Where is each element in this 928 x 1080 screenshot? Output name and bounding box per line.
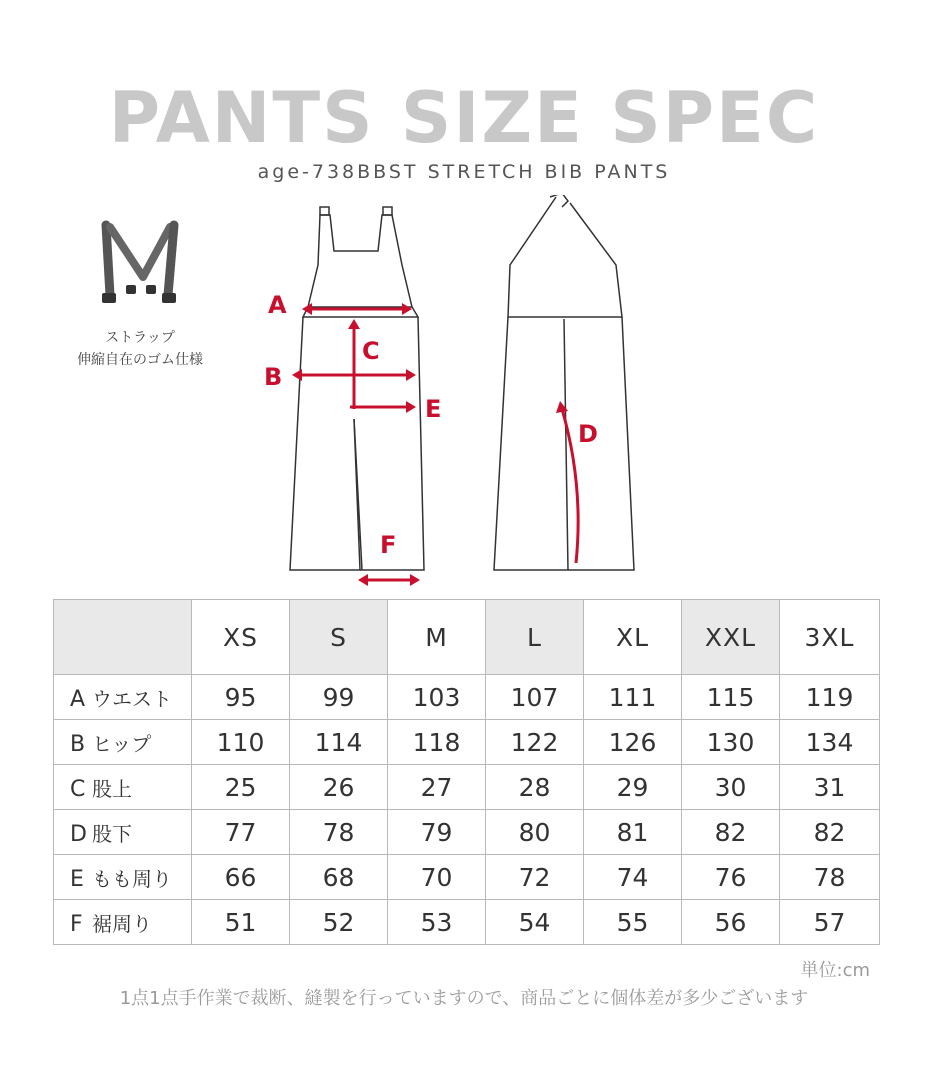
table-cell: 55 (584, 900, 682, 945)
table-cell: 29 (584, 765, 682, 810)
row-label-hem (54, 900, 192, 945)
table-cell: 119 (780, 675, 880, 720)
table-cell: 77 (192, 810, 290, 855)
row-name: 股上 (92, 776, 132, 801)
table-cell: 78 (290, 810, 388, 855)
table-cell: 130 (682, 720, 780, 765)
label-d: D (578, 420, 598, 448)
label-a: A (268, 291, 287, 319)
table-cell: 82 (780, 810, 880, 855)
measure-arrows (292, 303, 578, 586)
strap-caption-line2: 伸縮自在のゴム仕様 (77, 352, 203, 368)
table-cell: 95 (192, 675, 290, 720)
table-cell: 81 (584, 810, 682, 855)
size-header-m: M (388, 600, 486, 675)
row-name: もも周り (92, 866, 172, 891)
table-cell: 72 (486, 855, 584, 900)
table-row (54, 720, 880, 765)
table-cell: 78 (780, 855, 880, 900)
table-cell: 26 (290, 765, 388, 810)
table-cell: 57 (780, 900, 880, 945)
row-name: 裾周り (92, 911, 152, 936)
row-label-waist (54, 675, 192, 720)
front-view (290, 207, 424, 570)
table-cell: 80 (486, 810, 584, 855)
table-cell: 126 (584, 720, 682, 765)
table-cell: 27 (388, 765, 486, 810)
page-title: PANTS SIZE SPEC (108, 77, 820, 159)
product-name: age-738BBST STRETCH BIB PANTS (257, 161, 671, 183)
row-name: 股下 (92, 821, 132, 846)
unit-label: 単位:cm (800, 960, 870, 981)
table-cell: 115 (682, 675, 780, 720)
row-letter: F (70, 911, 83, 937)
table-cell: 110 (192, 720, 290, 765)
table-cell: 79 (388, 810, 486, 855)
size-header-row (54, 600, 880, 675)
table-cell: 74 (584, 855, 682, 900)
row-letter: B (70, 731, 86, 757)
row-letter: C (70, 776, 86, 802)
table-cell: 56 (682, 900, 780, 945)
size-header-l: L (486, 600, 584, 675)
row-label-thigh (54, 855, 192, 900)
table-row (54, 855, 880, 900)
table-cell: 103 (388, 675, 486, 720)
table-cell: 53 (388, 900, 486, 945)
table-cell: 134 (780, 720, 880, 765)
size-header-3xl: 3XL (780, 600, 880, 675)
size-header-xl: XL (584, 600, 682, 675)
corner-cell (54, 600, 192, 675)
table-cell: 118 (388, 720, 486, 765)
row-label-inseam (54, 810, 192, 855)
table-cell: 54 (486, 900, 584, 945)
row-label-rise (54, 765, 192, 810)
row-name: ヒップ (92, 731, 152, 756)
row-letter: A (70, 686, 86, 712)
size-table (53, 599, 880, 945)
table-cell: 107 (486, 675, 584, 720)
table-row (54, 900, 880, 945)
table-row (54, 675, 880, 720)
table-cell: 76 (682, 855, 780, 900)
table-row (54, 765, 880, 810)
table-cell: 70 (388, 855, 486, 900)
table-cell: 82 (682, 810, 780, 855)
strap-caption (50, 327, 230, 371)
label-b: B (264, 363, 283, 391)
strap-illustration (88, 215, 198, 315)
table-cell: 52 (290, 900, 388, 945)
table-row (54, 810, 880, 855)
row-label-hip (54, 720, 192, 765)
row-letter: E (70, 866, 84, 892)
table-cell: 122 (486, 720, 584, 765)
table-cell: 25 (192, 765, 290, 810)
table-cell: 111 (584, 675, 682, 720)
table-cell: 114 (290, 720, 388, 765)
table-cell: 51 (192, 900, 290, 945)
size-header-s: S (290, 600, 388, 675)
label-c: C (362, 337, 380, 365)
row-letter: D (70, 821, 87, 847)
table-cell: 99 (290, 675, 388, 720)
pants-diagram (250, 195, 670, 595)
row-name: ウエスト (92, 686, 172, 711)
size-header-xs: XS (192, 600, 290, 675)
label-e: E (425, 395, 442, 423)
table-cell: 66 (192, 855, 290, 900)
measure-letters (264, 291, 598, 559)
strap-caption-line1: ストラップ (105, 330, 175, 346)
back-view (494, 195, 634, 570)
table-cell: 30 (682, 765, 780, 810)
table-cell: 28 (486, 765, 584, 810)
disclaimer-note: 1点1点手作業で裁断、縫製を行っていますので、商品ごとに個体差が多少ございます (119, 988, 809, 1009)
table-cell: 31 (780, 765, 880, 810)
table-cell: 68 (290, 855, 388, 900)
label-f: F (380, 531, 397, 559)
size-header-xxl: XXL (682, 600, 780, 675)
